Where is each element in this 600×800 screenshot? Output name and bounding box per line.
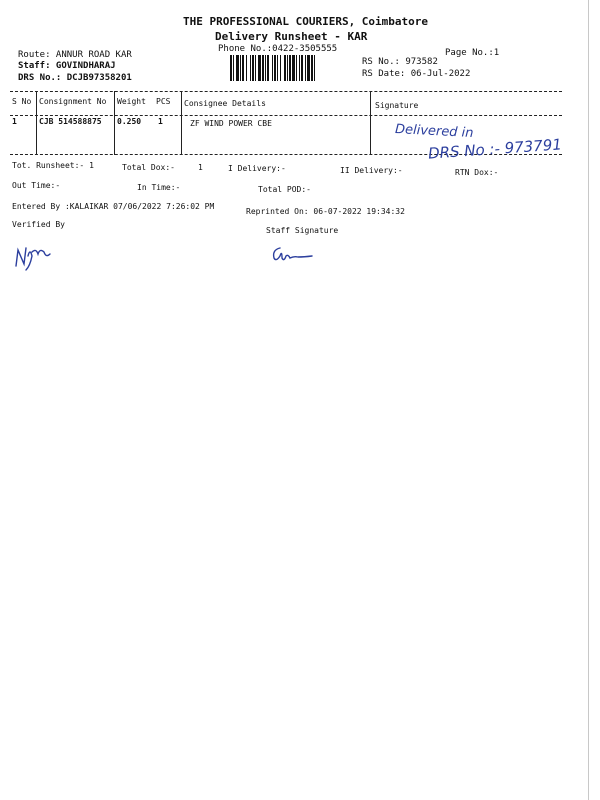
in-time: In Time:- <box>137 183 181 192</box>
column-divider <box>370 91 371 155</box>
i-delivery: I Delivery:- <box>228 164 286 173</box>
total-runsheet: Tot. Runsheet:- 1 <box>12 161 94 170</box>
verifier-signature <box>12 238 52 276</box>
entered-by: Entered By :KALAIKAR 07/06/2022 7:26:02 PM <box>12 202 215 211</box>
ii-delivery: II Delivery:- <box>340 166 403 175</box>
rs-number: RS No.: 973582 <box>362 57 438 67</box>
barcode <box>230 55 354 85</box>
scan-edge <box>588 0 589 800</box>
staff-signature-label: Staff Signature <box>266 226 339 235</box>
handwritten-note-line1: Delivered in <box>394 121 474 142</box>
phone-number: Phone No.:0422-3505555 <box>218 44 338 54</box>
verified-by-label: Verified By <box>12 220 65 229</box>
table-header-rule <box>10 115 562 116</box>
staff: Staff: GOVINDHARAJ <box>18 61 116 71</box>
staff-signature <box>270 242 318 268</box>
cell-sno: 1 <box>12 117 17 126</box>
total-dox-label: Total Dox:- <box>122 163 175 172</box>
header-consignee: Consignee Details <box>184 99 266 108</box>
column-divider <box>181 91 182 155</box>
cell-consignee: ZF WIND POWER CBE <box>190 119 272 128</box>
header-consignment: Consignment No <box>39 97 107 106</box>
table-top-rule <box>10 91 562 92</box>
total-pod: Total POD:- <box>258 185 311 194</box>
cell-pcs: 1 <box>158 117 163 126</box>
header-weight: Weight <box>117 97 146 106</box>
drs-number: DRS No.: DCJB97358201 <box>18 73 132 83</box>
column-divider <box>114 91 115 155</box>
cell-weight: 0.250 <box>117 117 142 126</box>
rtn-dox: RTN Dox:- <box>455 168 499 177</box>
header-sno: S No <box>12 97 32 106</box>
document-title: Delivery Runsheet - KAR <box>215 30 368 43</box>
header-pcs: PCS <box>156 97 171 106</box>
reprinted-on: Reprinted On: 06-07-2022 19:34:32 <box>246 207 405 216</box>
company-name: THE PROFESSIONAL COURIERS, Coimbatore <box>183 15 429 28</box>
header-signature: Signature <box>375 101 419 110</box>
handwritten-note-line2: DRS No :- 973791 <box>427 135 563 163</box>
route: Route: ANNUR ROAD KAR <box>18 50 132 60</box>
rs-date: RS Date: 06-Jul-2022 <box>362 69 471 79</box>
out-time: Out Time:- <box>12 181 61 190</box>
page-number: Page No.:1 <box>445 48 500 58</box>
cell-consignment: CJB 514588875 <box>39 117 102 126</box>
total-dox-value: 1 <box>198 163 203 172</box>
column-divider <box>36 91 37 155</box>
